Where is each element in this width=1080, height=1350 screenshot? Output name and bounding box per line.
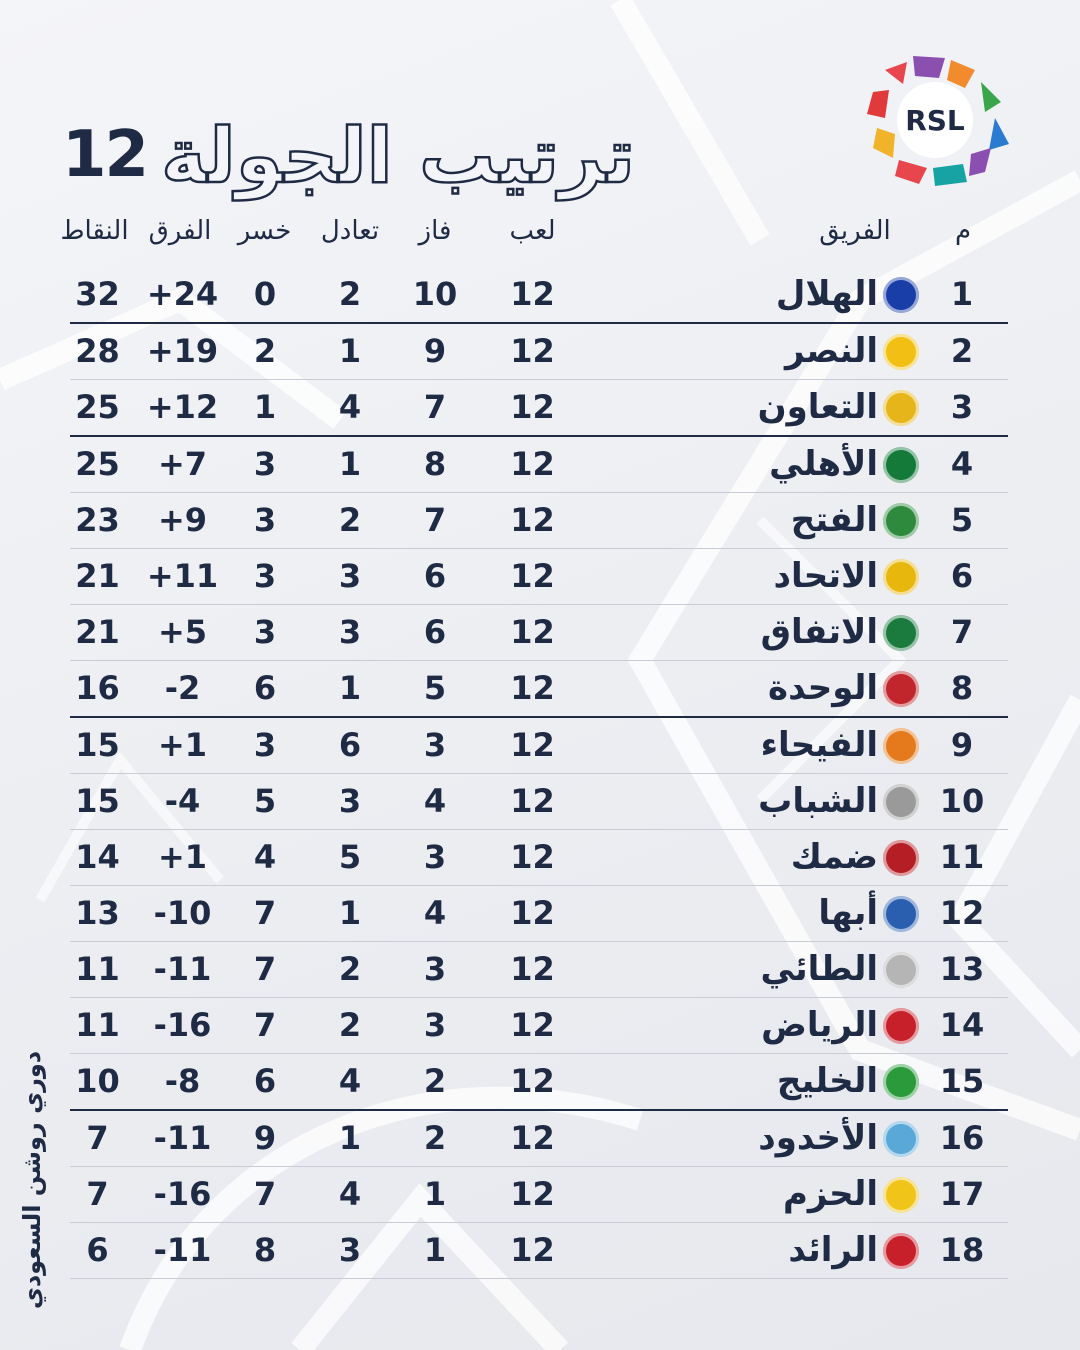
won-cell: 7 xyxy=(423,388,447,426)
lost-cell: 7 xyxy=(253,894,277,932)
alhazem-crest-icon xyxy=(883,1177,919,1213)
won-cell: 4 xyxy=(423,782,447,820)
won-cell: 10 xyxy=(412,275,458,313)
drawn-cell: 2 xyxy=(338,501,362,539)
won-cell: 1 xyxy=(423,1175,447,1213)
alakhdoud-crest-icon xyxy=(883,1121,919,1157)
goal-difference-cell: +5 xyxy=(157,613,208,651)
table-row xyxy=(70,886,1008,942)
played-cell: 12 xyxy=(510,501,555,539)
team-name-cell: النصر xyxy=(785,331,878,371)
header-drawn: تعادل xyxy=(320,216,380,246)
goal-difference-cell: +1 xyxy=(157,838,208,876)
goal-difference-cell: +1 xyxy=(157,726,208,764)
goal-difference-cell: +11 xyxy=(146,557,219,595)
won-cell: 6 xyxy=(423,557,447,595)
points-cell: 15 xyxy=(75,782,120,820)
goal-difference-cell: -11 xyxy=(153,1119,212,1157)
played-cell: 12 xyxy=(510,445,555,483)
abha-crest-icon xyxy=(883,896,919,932)
drawn-cell: 4 xyxy=(338,1062,362,1100)
alahli-crest-icon xyxy=(883,447,919,483)
alfayha-crest-icon xyxy=(883,728,919,764)
rank-cell: 3 xyxy=(950,388,974,426)
alnassr-crest-icon xyxy=(883,334,919,370)
header-points: النقاط xyxy=(60,216,129,246)
team-name-cell: الطائي xyxy=(760,949,878,989)
played-cell: 12 xyxy=(510,726,555,764)
played-cell: 12 xyxy=(510,557,555,595)
played-cell: 12 xyxy=(510,838,555,876)
league-name-vertical xyxy=(12,1045,52,1315)
points-cell: 21 xyxy=(75,613,120,651)
played-cell: 12 xyxy=(510,1175,555,1213)
team-name-cell: الفيحاء xyxy=(760,725,878,765)
rank-cell: 2 xyxy=(950,332,974,370)
table-row xyxy=(70,830,1008,886)
won-cell: 3 xyxy=(423,838,447,876)
round-number: 12 xyxy=(62,118,148,192)
drawn-cell: 1 xyxy=(338,669,362,707)
alraed-crest-icon xyxy=(883,1233,919,1269)
alshabab-crest-icon xyxy=(883,784,919,820)
points-cell: 7 xyxy=(86,1175,109,1213)
team-name-cell: الاتفاق xyxy=(760,612,878,652)
played-cell: 12 xyxy=(510,388,555,426)
won-cell: 2 xyxy=(423,1062,447,1100)
alfateh-crest-icon xyxy=(883,503,919,539)
lost-cell: 5 xyxy=(253,782,277,820)
goal-difference-cell: +24 xyxy=(146,275,219,313)
table-row xyxy=(70,942,1008,998)
table-row xyxy=(70,437,1008,493)
team-name-cell: أبها xyxy=(818,893,878,933)
won-cell: 8 xyxy=(423,445,447,483)
rank-cell: 18 xyxy=(939,1231,985,1269)
damac-crest-icon xyxy=(883,840,919,876)
lost-cell: 4 xyxy=(253,838,277,876)
drawn-cell: 1 xyxy=(338,894,362,932)
rank-cell: 5 xyxy=(950,501,974,539)
lost-cell: 3 xyxy=(253,445,277,483)
table-row xyxy=(70,661,1008,718)
points-cell: 28 xyxy=(75,332,120,370)
goal-difference-cell: -16 xyxy=(153,1175,212,1213)
team-name-cell: الهلال xyxy=(775,274,878,314)
goal-difference-cell: -10 xyxy=(153,894,212,932)
rank-cell: 9 xyxy=(950,726,974,764)
team-name-cell: الاتحاد xyxy=(773,556,878,596)
lost-cell: 7 xyxy=(253,1006,277,1044)
drawn-cell: 2 xyxy=(338,275,362,313)
drawn-cell: 3 xyxy=(338,782,362,820)
drawn-cell: 2 xyxy=(338,1006,362,1044)
won-cell: 9 xyxy=(423,332,447,370)
played-cell: 12 xyxy=(510,613,555,651)
lost-cell: 2 xyxy=(253,332,277,370)
standings-table xyxy=(70,267,1008,1279)
lost-cell: 8 xyxy=(253,1231,277,1269)
alkhaleej-crest-icon xyxy=(883,1064,919,1100)
rank-cell: 4 xyxy=(950,445,974,483)
lost-cell: 3 xyxy=(253,557,277,595)
drawn-cell: 1 xyxy=(338,445,362,483)
alwehda-crest-icon xyxy=(883,671,919,707)
goal-difference-cell: -2 xyxy=(164,669,201,707)
played-cell: 12 xyxy=(510,1119,555,1157)
drawn-cell: 3 xyxy=(338,1231,362,1269)
altaawoun-crest-icon xyxy=(883,390,919,426)
lost-cell: 6 xyxy=(253,1062,277,1100)
rsl-logo-text: RSL xyxy=(905,104,965,137)
rank-cell: 11 xyxy=(939,838,985,876)
points-cell: 13 xyxy=(75,894,120,932)
table-row xyxy=(70,605,1008,661)
points-cell: 23 xyxy=(75,501,120,539)
lost-cell: 1 xyxy=(253,388,277,426)
header-won: فاز xyxy=(418,216,452,246)
won-cell: 1 xyxy=(423,1231,447,1269)
team-name-cell: التعاون xyxy=(757,387,878,427)
lost-cell: 3 xyxy=(253,726,277,764)
team-name-cell: الحزم xyxy=(783,1174,878,1214)
goal-difference-cell: +12 xyxy=(146,388,219,426)
won-cell: 5 xyxy=(423,669,447,707)
team-name-cell: الخليج xyxy=(776,1061,878,1101)
team-name-cell: ضمك xyxy=(790,837,878,877)
goal-difference-cell: +19 xyxy=(146,332,219,370)
table-row xyxy=(70,267,1008,324)
won-cell: 3 xyxy=(423,1006,447,1044)
drawn-cell: 5 xyxy=(338,838,362,876)
table-header xyxy=(0,216,1080,256)
team-name-cell: الرياض xyxy=(761,1005,878,1045)
points-cell: 7 xyxy=(86,1119,109,1157)
played-cell: 12 xyxy=(510,1062,555,1100)
rank-cell: 13 xyxy=(939,950,985,988)
team-name-cell: الأهلي xyxy=(769,444,878,484)
lost-cell: 7 xyxy=(253,950,277,988)
points-cell: 10 xyxy=(75,1062,120,1100)
rank-cell: 10 xyxy=(939,782,985,820)
goal-difference-cell: -4 xyxy=(164,782,201,820)
table-row xyxy=(70,1054,1008,1111)
played-cell: 12 xyxy=(510,275,555,313)
header-rank: م xyxy=(954,216,972,246)
goal-difference-cell: -11 xyxy=(153,950,212,988)
played-cell: 12 xyxy=(510,1231,555,1269)
drawn-cell: 1 xyxy=(338,332,362,370)
team-name-cell: الشباب xyxy=(758,781,878,821)
alriyadh-crest-icon xyxy=(883,1008,919,1044)
points-cell: 15 xyxy=(75,726,120,764)
header-played: لعب xyxy=(509,216,556,246)
table-row xyxy=(70,380,1008,437)
played-cell: 12 xyxy=(510,332,555,370)
table-row xyxy=(70,324,1008,380)
played-cell: 12 xyxy=(510,669,555,707)
team-name-cell: الفتح xyxy=(790,500,878,540)
goal-difference-cell: -8 xyxy=(164,1062,201,1100)
drawn-cell: 6 xyxy=(338,726,362,764)
won-cell: 3 xyxy=(423,726,447,764)
table-row xyxy=(70,493,1008,549)
points-cell: 11 xyxy=(75,950,120,988)
alhilal-crest-icon xyxy=(883,277,919,313)
league-name-text: دوري روشن السعودي xyxy=(18,1050,46,1310)
points-cell: 25 xyxy=(75,445,120,483)
won-cell: 2 xyxy=(423,1119,447,1157)
rsl-logo xyxy=(855,48,1015,193)
table-row xyxy=(70,1223,1008,1279)
table-row xyxy=(70,774,1008,830)
lost-cell: 6 xyxy=(253,669,277,707)
played-cell: 12 xyxy=(510,782,555,820)
goal-difference-cell: +7 xyxy=(157,445,208,483)
played-cell: 12 xyxy=(510,894,555,932)
rank-cell: 15 xyxy=(939,1062,985,1100)
played-cell: 12 xyxy=(510,1006,555,1044)
points-cell: 21 xyxy=(75,557,120,595)
points-cell: 11 xyxy=(75,1006,120,1044)
table-row xyxy=(70,718,1008,774)
rank-cell: 7 xyxy=(950,613,974,651)
lost-cell: 7 xyxy=(253,1175,277,1213)
rank-cell: 17 xyxy=(939,1175,985,1213)
table-row xyxy=(70,998,1008,1054)
drawn-cell: 3 xyxy=(338,613,362,651)
lost-cell: 3 xyxy=(253,501,277,539)
rank-cell: 6 xyxy=(950,557,974,595)
goal-difference-cell: -11 xyxy=(153,1231,212,1269)
header-team: الفريق xyxy=(819,216,891,246)
alettifaq-crest-icon xyxy=(883,615,919,651)
points-cell: 16 xyxy=(75,669,120,707)
played-cell: 12 xyxy=(510,950,555,988)
team-name-cell: الرائد xyxy=(788,1230,878,1270)
lost-cell: 0 xyxy=(253,275,277,313)
lost-cell: 3 xyxy=(253,613,277,651)
header-gd: الفرق xyxy=(148,216,212,246)
table-row xyxy=(70,549,1008,605)
rank-cell: 8 xyxy=(950,669,974,707)
rank-cell: 1 xyxy=(950,275,974,313)
drawn-cell: 4 xyxy=(338,1175,362,1213)
table-row xyxy=(70,1111,1008,1167)
title-text: ترتيب الجولة xyxy=(161,110,635,200)
alittihad-crest-icon xyxy=(883,559,919,595)
won-cell: 7 xyxy=(423,501,447,539)
team-name-cell: الوحدة xyxy=(768,668,878,708)
header-lost: خسر xyxy=(237,216,292,246)
table-row xyxy=(70,1167,1008,1223)
points-cell: 25 xyxy=(75,388,120,426)
page-title xyxy=(62,100,635,210)
altai-crest-icon xyxy=(883,952,919,988)
drawn-cell: 3 xyxy=(338,557,362,595)
points-cell: 32 xyxy=(75,275,120,313)
drawn-cell: 4 xyxy=(338,388,362,426)
goal-difference-cell: +9 xyxy=(157,501,208,539)
points-cell: 6 xyxy=(86,1231,109,1269)
goal-difference-cell: -16 xyxy=(153,1006,212,1044)
points-cell: 14 xyxy=(75,838,120,876)
rank-cell: 16 xyxy=(939,1119,985,1157)
rank-cell: 14 xyxy=(939,1006,985,1044)
won-cell: 3 xyxy=(423,950,447,988)
won-cell: 6 xyxy=(423,613,447,651)
lost-cell: 9 xyxy=(253,1119,277,1157)
team-name-cell: الأخدود xyxy=(758,1118,878,1158)
won-cell: 4 xyxy=(423,894,447,932)
drawn-cell: 1 xyxy=(338,1119,362,1157)
rank-cell: 12 xyxy=(939,894,985,932)
drawn-cell: 2 xyxy=(338,950,362,988)
